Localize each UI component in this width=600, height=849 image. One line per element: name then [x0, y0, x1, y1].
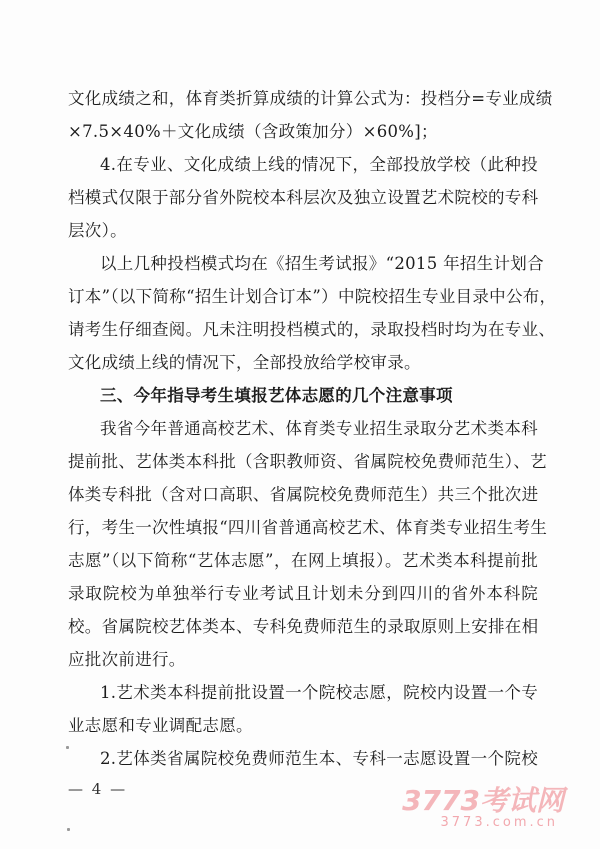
- watermark-url: 3773.com.cn: [440, 815, 558, 830]
- text-line: 校。省属院校艺体类本、专科免费师范生的录取原则上安排在相: [68, 617, 539, 636]
- watermark-logo: 3773考试网: [402, 784, 564, 817]
- text-line: 行，考生一次性填报“四川省普通高校艺术、体育类专业招生考生: [68, 518, 548, 537]
- text-line: 2.艺体类省属院校免费师范生本、专科一志愿设置一个院校: [100, 749, 538, 768]
- text-line: 文化成绩之和，体育类折算成绩的计算公式为：投档分=专业成绩: [68, 89, 553, 108]
- page-number: — 4 —: [68, 780, 128, 798]
- scan-speck: [66, 746, 69, 749]
- text-line: 提前批、艺体类本科批（含职教师资、省属院校免费师范生）、艺: [68, 452, 547, 471]
- paragraph-mode-4: [68, 148, 538, 247]
- text-line: 文化成绩上线的情况下，全部投放给学校审录。: [68, 353, 421, 372]
- text-line: ×7.5×40%＋文化成绩（含政策加分）×60%]；: [68, 122, 438, 141]
- text-line: 录取院校为单独举行专业考试且计划未分到四川的省外本科院: [68, 584, 538, 603]
- text-line: 订本”（以下简称“招生计划合订本”）中院校招生专业目录中公布，: [68, 287, 557, 306]
- text-line: 以上几种投档模式均在《招生考试报》“2015 年招生计划合: [100, 254, 544, 273]
- paragraph-modes-summary: [68, 247, 557, 379]
- text-line: 体类专科批（含对口高职、省属院校免费师范生）共三个批次进: [68, 485, 539, 504]
- text-line: 请考生仔细查阅。凡未注明投档模式的，录取投档时均为在专业、: [68, 320, 556, 339]
- paragraph-item-1: [68, 676, 538, 742]
- text-line: 4.在专业、文化成绩上线的情况下，全部投放学校（此种投: [100, 155, 538, 174]
- text-line: 应批次前进行。: [68, 650, 186, 669]
- text-line: 业志愿和专业调配志愿。: [68, 716, 253, 735]
- paragraph-formula: [68, 82, 553, 148]
- paragraph-batches: [68, 412, 548, 676]
- text-line: 层次）。: [68, 221, 127, 240]
- text-line: 档模式仅限于部分省外院校本科层次及独立设置艺术院校的专科: [68, 188, 539, 207]
- paragraph-item-2: [68, 742, 538, 775]
- scan-speck: [67, 828, 70, 831]
- section-heading: 三、今年指导考生填报艺体志愿的几个注意事项: [100, 386, 453, 405]
- text-line: 我省今年普通高校艺术、体育类专业招生录取分艺术类本科: [100, 419, 538, 438]
- text-line: 志愿”（以下简称“艺体志愿”，在网上填报）。艺术类本科提前批: [68, 551, 538, 570]
- watermark: [394, 779, 564, 839]
- text-line: 1.艺术类本科提前批设置一个院校志愿，院校内设置一个专: [100, 683, 538, 702]
